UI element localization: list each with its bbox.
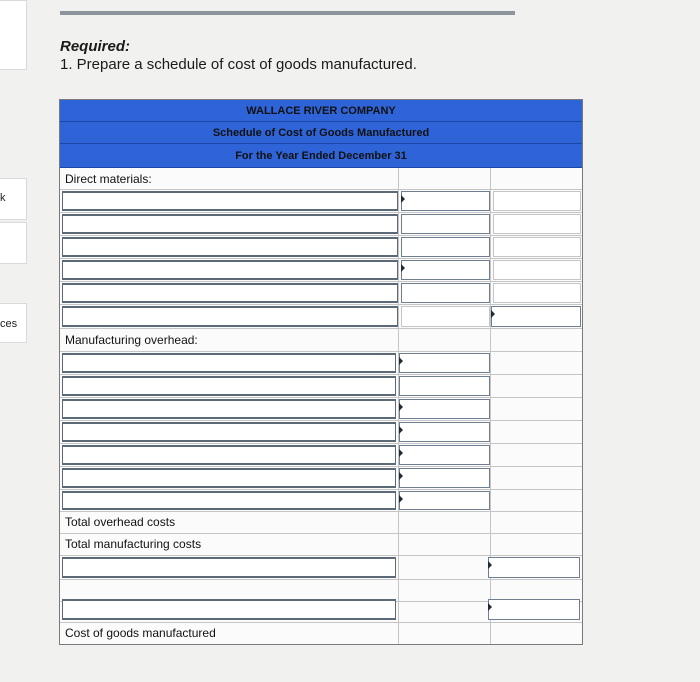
overhead-line-6 xyxy=(60,467,582,490)
overhead-line-1 xyxy=(60,352,582,375)
dm-amount-input-4[interactable] xyxy=(401,260,490,280)
manufacturing-overhead-label: Manufacturing overhead: xyxy=(65,333,198,347)
cogm-row xyxy=(60,623,582,645)
caret-icon xyxy=(399,403,403,411)
mo-label-input-4[interactable] xyxy=(62,422,396,442)
overhead-line-5 xyxy=(60,444,582,467)
dm-amount-input-5[interactable] xyxy=(401,283,490,303)
mo-amount-input-1[interactable] xyxy=(399,353,490,373)
wip-amount-input-2[interactable] xyxy=(488,599,580,620)
manufacturing-overhead-row xyxy=(60,329,582,352)
dm-total-cell-3 xyxy=(493,237,581,257)
divider xyxy=(60,11,515,15)
total-manufacturing-row xyxy=(60,534,582,556)
wip-amount-input-1[interactable] xyxy=(488,557,580,578)
overhead-line-4 xyxy=(60,421,582,444)
adjustment-line-2 xyxy=(60,597,582,623)
cogm-schedule-table xyxy=(59,99,583,645)
sidebar-panel-lower[interactable] xyxy=(0,222,27,264)
dm-total-cell-1 xyxy=(493,191,581,211)
dm-total-cell-2 xyxy=(493,214,581,234)
wip-label-input-2[interactable] xyxy=(62,599,396,620)
required-heading: Required: xyxy=(60,38,131,55)
cogm-label: Cost of goods manufactured xyxy=(65,626,216,640)
dm-amount-input-2[interactable] xyxy=(401,214,490,234)
dm-label-input-2[interactable] xyxy=(62,214,398,234)
direct-materials-line-1 xyxy=(60,190,582,213)
dm-total-input[interactable] xyxy=(491,306,581,327)
mo-amount-input-5[interactable] xyxy=(399,445,490,465)
total-overhead-row xyxy=(60,512,582,534)
direct-materials-label: Direct materials: xyxy=(65,172,152,186)
schedule-title: Schedule of Cost of Goods Manufactured xyxy=(60,122,582,144)
overhead-line-7 xyxy=(60,490,582,512)
caret-icon xyxy=(399,449,403,457)
mo-label-input-2[interactable] xyxy=(62,376,396,396)
company-name: WALLACE RIVER COMPANY xyxy=(60,100,582,122)
total-overhead-label: Total overhead costs xyxy=(65,515,176,529)
sidebar-panel-top[interactable] xyxy=(0,0,27,70)
dm-amount-input-3[interactable] xyxy=(401,237,490,257)
direct-materials-line-3 xyxy=(60,236,582,259)
mo-amount-input-2[interactable] xyxy=(399,376,490,396)
dm-label-input-4[interactable] xyxy=(62,260,398,280)
mo-label-input-1[interactable] xyxy=(62,353,396,373)
caret-icon xyxy=(401,264,405,272)
sidebar-label-k: k xyxy=(0,192,6,204)
caret-icon xyxy=(399,495,403,503)
mo-amount-input-4[interactable] xyxy=(399,422,490,442)
direct-materials-row xyxy=(60,168,582,190)
mo-label-input-3[interactable] xyxy=(62,399,396,419)
dm-label-input-6[interactable] xyxy=(62,306,398,327)
sidebar-label-ces: ces xyxy=(0,318,18,330)
dm-label-input-3[interactable] xyxy=(62,237,398,257)
total-manufacturing-label: Total manufacturing costs xyxy=(65,537,202,551)
caret-icon xyxy=(488,603,492,611)
mo-amount-input-7[interactable] xyxy=(399,491,490,510)
overhead-line-3 xyxy=(60,398,582,421)
dm-amount-cell-6 xyxy=(401,306,490,327)
schedule-period: For the Year Ended December 31 xyxy=(60,144,582,168)
dm-label-input-5[interactable] xyxy=(62,283,398,303)
direct-materials-total-line xyxy=(60,305,582,329)
mo-label-input-5[interactable] xyxy=(62,445,396,465)
instruction-text: 1. Prepare a schedule of cost of goods manufactured. xyxy=(60,56,417,73)
caret-icon xyxy=(399,472,403,480)
wip-label-input-1[interactable] xyxy=(62,557,396,578)
dm-label-input-1[interactable] xyxy=(62,191,398,211)
mo-amount-input-3[interactable] xyxy=(399,399,490,419)
dm-total-cell-5 xyxy=(493,283,581,303)
caret-icon xyxy=(399,426,403,434)
caret-icon xyxy=(488,561,492,569)
dm-total-cell-4 xyxy=(493,260,581,280)
direct-materials-line-2 xyxy=(60,213,582,236)
overhead-line-2 xyxy=(60,375,582,398)
mo-label-input-7[interactable] xyxy=(62,491,396,510)
mo-amount-input-6[interactable] xyxy=(399,468,490,488)
dm-amount-input-1[interactable] xyxy=(401,191,490,211)
left-sidebar xyxy=(0,0,28,682)
adjustment-line-1 xyxy=(60,556,582,580)
direct-materials-line-4 xyxy=(60,259,582,282)
mo-label-input-6[interactable] xyxy=(62,468,396,488)
caret-icon xyxy=(491,310,495,318)
caret-icon xyxy=(399,357,403,365)
caret-icon xyxy=(401,195,405,203)
direct-materials-line-5 xyxy=(60,282,582,305)
